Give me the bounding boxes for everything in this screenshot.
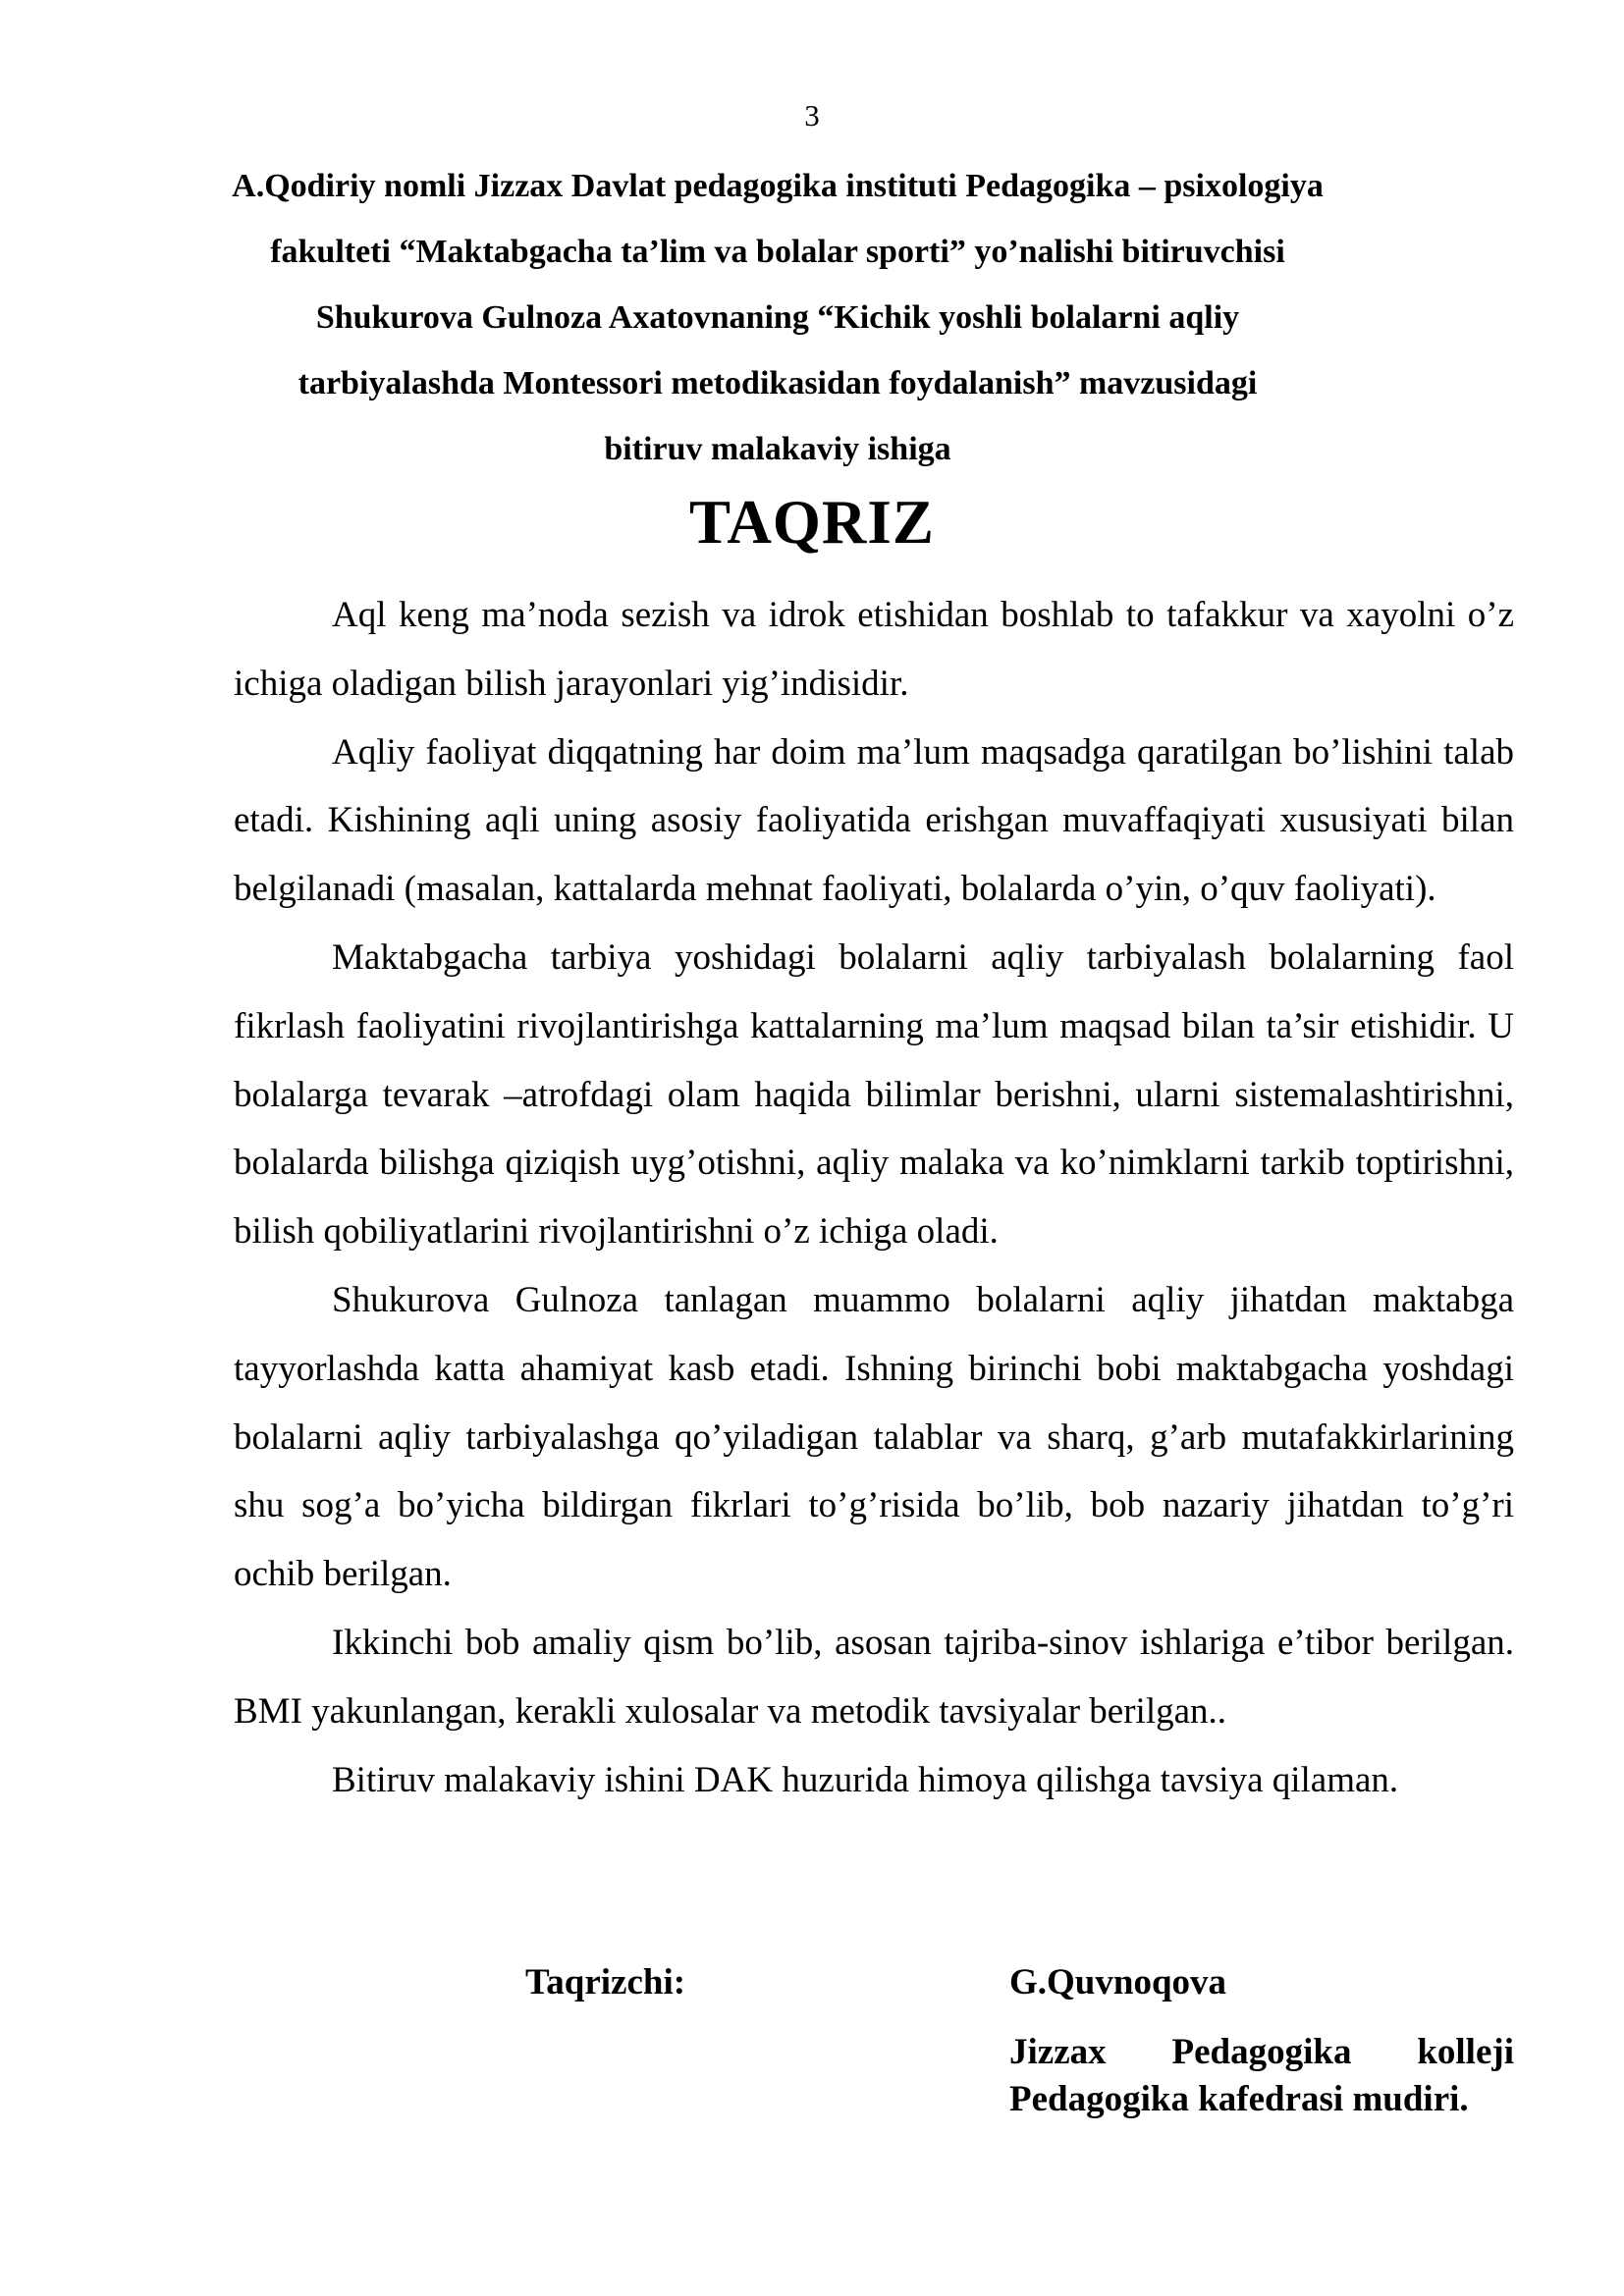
reviewer-position bbox=[1009, 2029, 1514, 2123]
header-line: tarbiyalashda Montessori metodikasidan foydalanish” mavzusidagi bbox=[298, 365, 1258, 401]
page-number: 3 bbox=[804, 98, 820, 133]
body-paragraph: Aql keng ma’noda sezish va idrok etishidan boshlab to tafakkur va xayolni o’z ichiga oladigan bilish jarayonlari yig’indisidir. bbox=[234, 595, 1514, 704]
header-line: bitiruv malakaviy ishiga bbox=[604, 431, 951, 467]
header-line: A.Qodiriy nomli Jizzax Davlat pedagogika instituti Pedagogika – psixologiya bbox=[232, 168, 1324, 204]
reviewer-position-line: Pedagogika kafedrasi mudiri. bbox=[1009, 2079, 1469, 2119]
position-word: kolleji bbox=[1417, 2032, 1514, 2072]
body-paragraph: Aqliy faoliyat diqqatning har doim ma’lum maqsadga qaratilgan bo’lishini talab etadi. Kishining aqli uning asosiy faoliyatida erishgan muvaffaqiyati xususiyati bilan belgilanadi (masalan, kattalarda mehnat faoliyati, bolalarda o’yin, o’quv faoliyati). bbox=[234, 731, 1514, 910]
body-paragraph: Ikkinchi bob amaliy qism bo’lib, asosan tajriba-sinov ishlariga e’tibor berilgan. BMI yakunlangan, kerakli xulosalar va metodik tavsiyalar berilgan.. bbox=[234, 1622, 1514, 1732]
reviewer-name: G.Quvnoqova bbox=[1009, 1962, 1227, 2002]
header-line: fakulteti “Maktabgacha ta’lim va bolalar sporti” yo’nalishi bitiruvchisi bbox=[270, 234, 1285, 270]
review-body bbox=[234, 581, 1514, 1814]
body-paragraph: Bitiruv malakaviy ishini DAK huzurida himoya qilishga tavsiya qilaman. bbox=[332, 1759, 1399, 1800]
body-paragraph: Maktabgacha tarbiya yoshidagi bolalarni aqliy tarbiyalash bolalarning faol fikrlash faoliyatini rivojlantirishga kattalarning ma’lum maqsad bilan ta’sir etishidir. U bolalarga tevarak –atrofdagi olam haqida bilimlar berishni, ularni sistemalashtirishni, bolalarda bilishga qiziqish uyg’otishni, aqliy malaka va ko’nimklarni tarkib toptirishni, bilish qobiliyatlarini rivojlantirishni o’z ichiga oladi. bbox=[234, 936, 1514, 1253]
body-paragraph: Shukurova Gulnoza tanlagan muammo bolalarni aqliy jihatdan maktabga tayyorlashda katta ahamiyat kasb etadi. Ishning birinchi bobi maktabgacha yoshdagi bolalarni aqliy tarbiyalashga qo’yiladigan talablar va sharq, g’arb mutafakkirlarining shu sog’a bo’yicha bildirgan fikrlari to’g’risida bo’lib, bob nazariy jihatdan to’g’ri ochib berilgan. bbox=[234, 1279, 1514, 1595]
reviewer-label: Taqrizchi: bbox=[525, 1962, 686, 2002]
header-line: Shukurova Gulnoza Axatovnaning “Kichik yoshli bolalarni aqliy bbox=[315, 299, 1240, 336]
reviewer-position-line bbox=[1009, 2029, 1514, 2076]
position-word: Jizzax bbox=[1009, 2032, 1107, 2072]
document-title: TAQRIZ bbox=[689, 488, 935, 557]
document-header bbox=[196, 153, 1359, 482]
position-word: Pedagogika bbox=[1171, 2032, 1352, 2072]
